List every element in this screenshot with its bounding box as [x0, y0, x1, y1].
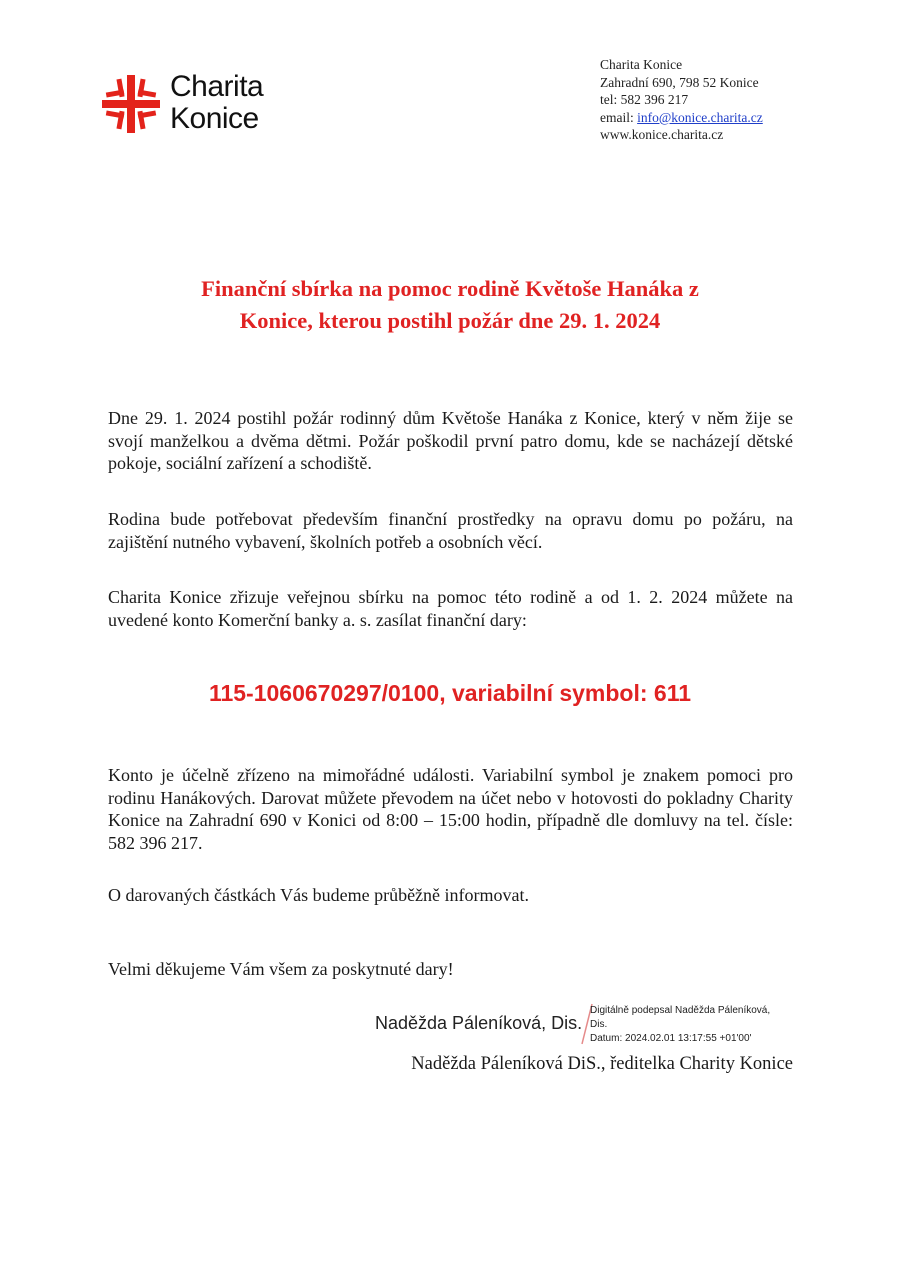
charita-logo — [102, 72, 263, 136]
contact-web: www.konice.charita.cz — [600, 127, 724, 143]
digital-signature-details — [590, 1004, 800, 1046]
logo-text — [170, 72, 263, 136]
paragraph-3: Charita Konice zřizuje veřejnou sbírku na pomoc této rodině a od 1. 2. 2024 můžete na uvedené konto Komerční banky a. s. zasílat finanční dary: — [108, 587, 793, 630]
paragraph-5: O darovaných částkách Vás budeme průběžně informovat. — [108, 885, 530, 905]
contact-email-row — [600, 109, 763, 127]
title-line-2: Konice, kterou postihl požár dne 29. 1. 2024 — [239, 308, 661, 333]
title-line-1: Finanční sbírka na pomoc rodině Květoše Hanáka z — [201, 276, 699, 301]
contact-email-link[interactable]: info@konice.charita.cz — [637, 109, 763, 125]
signatory-line: Naděžda Páleníková DiS., ředitelka Charity Konice — [411, 1054, 793, 1074]
paragraph-6: Velmi děkujeme Vám všem za poskytnuté dary! — [108, 959, 454, 979]
contact-block — [600, 56, 763, 144]
charita-cross-icon — [102, 75, 160, 133]
contact-address: Zahradní 690, 798 52 Konice — [600, 74, 759, 90]
logo-line-2: Konice — [170, 102, 259, 135]
signature-name: Naděžda Páleníková, Dis. — [375, 1013, 583, 1033]
contact-phone: tel: 582 396 217 — [600, 92, 689, 108]
paragraph-1: Dne 29. 1. 2024 postihl požár rodinný dům Květoše Hanáka z Konice, který v něm žije se svojí manželkou a dvěma dětmi. Požár poškodil první patro domu, kde se nacházejí dětské pokoje, sociální zařízení a schodiště. — [108, 408, 793, 473]
paragraph-4: Konto je účelně zřízeno na mimořádné události. Variabilní symbol je znakem pomoci pro rodinu Hanákových. Darovat můžete převodem na účet nebo v hotovosti do pokladny Charity Konice na Zahradní 690 v Konici od 8:00 – 15:00 hodin, případně dle domluvy na tel. čísle: 582 396 217. — [108, 765, 793, 853]
paragraph-2: Rodina bude potřebovat především finanční prostředky na opravu domu po požáru, na zajištění nutného vybavení, školních potřeb a osobních věcí. — [108, 509, 793, 552]
contact-email-label: email: — [600, 109, 638, 125]
digital-signature-line-3: Datum: 2024.02.01 13:17:55 +01'00' — [590, 1033, 752, 1044]
document-title — [100, 273, 800, 337]
bank-account: 115-1060670297/0100, variabilní symbol: 611 — [208, 680, 692, 706]
contact-name: Charita Konice — [600, 57, 683, 72]
digital-signature-line-1: Digitálně podepsal Naděžda Páleníková, — [590, 1005, 771, 1016]
digital-signature-line-2: Dis. — [590, 1019, 608, 1030]
logo-line-1: Charita — [170, 70, 264, 103]
